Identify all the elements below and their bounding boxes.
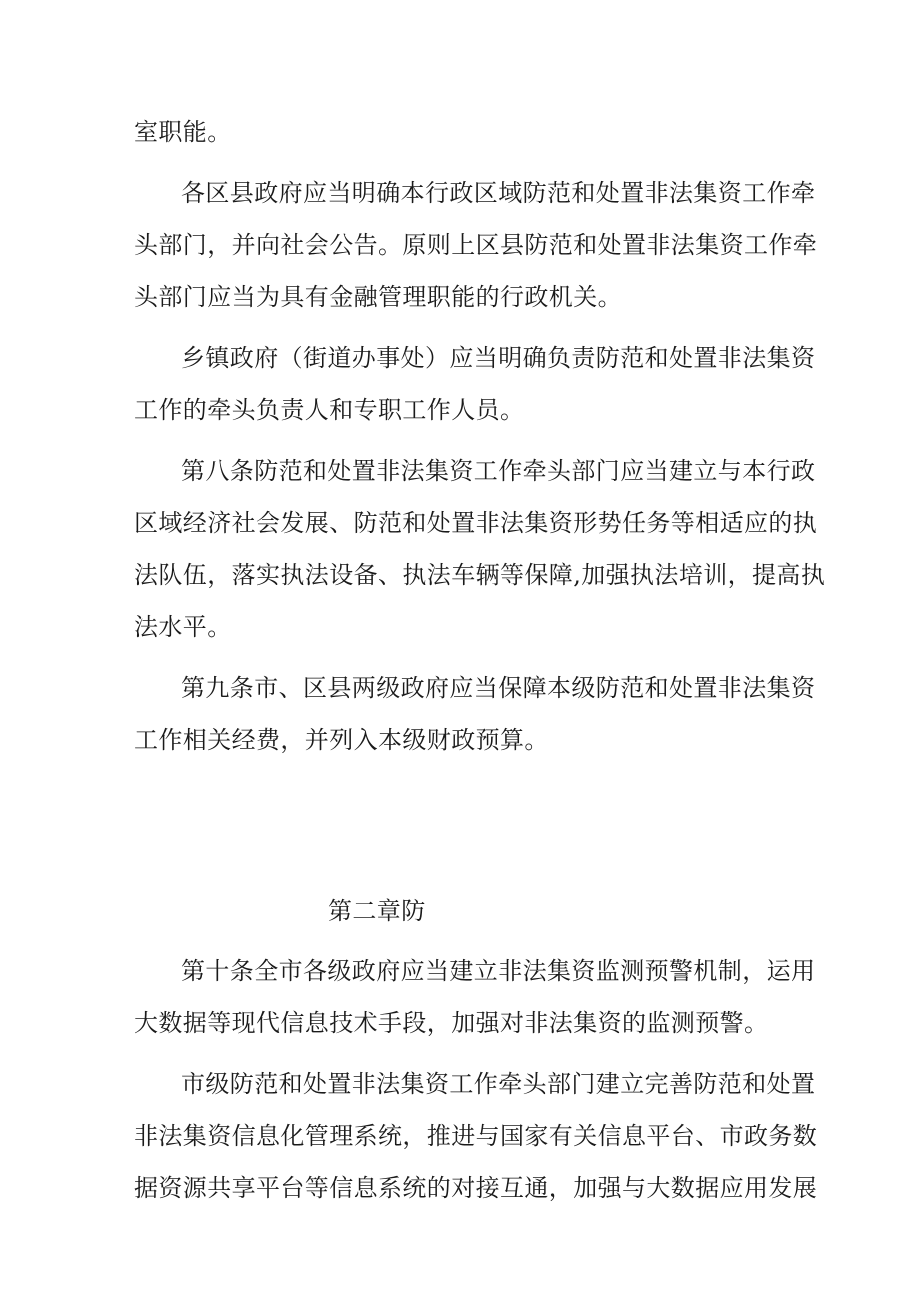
text-line: 大数据等现代信息技术手段，加强对非法集资的监测预警。 xyxy=(134,1009,769,1037)
paragraph-first-line: 乡镇政府（街道办事处）应当明确负责防范和处置非法集资 xyxy=(181,344,816,372)
text-line: 法队伍，落实执法设备、执法车辆等保障,加强执法培训，提高执 xyxy=(134,561,826,589)
paragraph-first-line: 市级防范和处置非法集资工作牵头部门建立完善防范和处置 xyxy=(181,1070,816,1098)
paragraph-first-line: 各区县政府应当明确本行政区域防范和处置非法集资工作牵 xyxy=(181,179,816,207)
text-line: 头部门，并向社会公告。原则上区县防范和处置非法集资工作牵 xyxy=(134,231,818,259)
article-9-first-line: 第九条市、区县两级政府应当保障本级防范和处置非法集资 xyxy=(181,674,816,702)
text-line: 法水平。 xyxy=(134,613,232,641)
text-line: 头部门应当为具有金融管理职能的行政机关。 xyxy=(134,283,622,311)
text-line: 非法集资信息化管理系统，推进与国家有关信息平台、市政务数 xyxy=(134,1122,818,1150)
article-10-first-line: 第十条全市各级政府应当建立非法集资监测预警机制，运用 xyxy=(181,957,816,985)
text-line: 工作的牵头负责人和专职工作人员。 xyxy=(134,396,525,424)
chapter-heading: 第二章防 xyxy=(328,897,426,925)
text-line: 据资源共享平台等信息系统的对接互通，加强与大数据应用发展 xyxy=(134,1174,818,1202)
text-line: 室职能。 xyxy=(134,118,232,146)
text-line: 工作相关经费，并列入本级财政预算。 xyxy=(134,726,549,754)
article-8-first-line: 第八条防范和处置非法集资工作牵头部门应当建立与本行政 xyxy=(181,457,816,485)
text-line: 区域经济社会发展、防范和处置非法集资形势任务等相适应的执 xyxy=(134,509,818,537)
